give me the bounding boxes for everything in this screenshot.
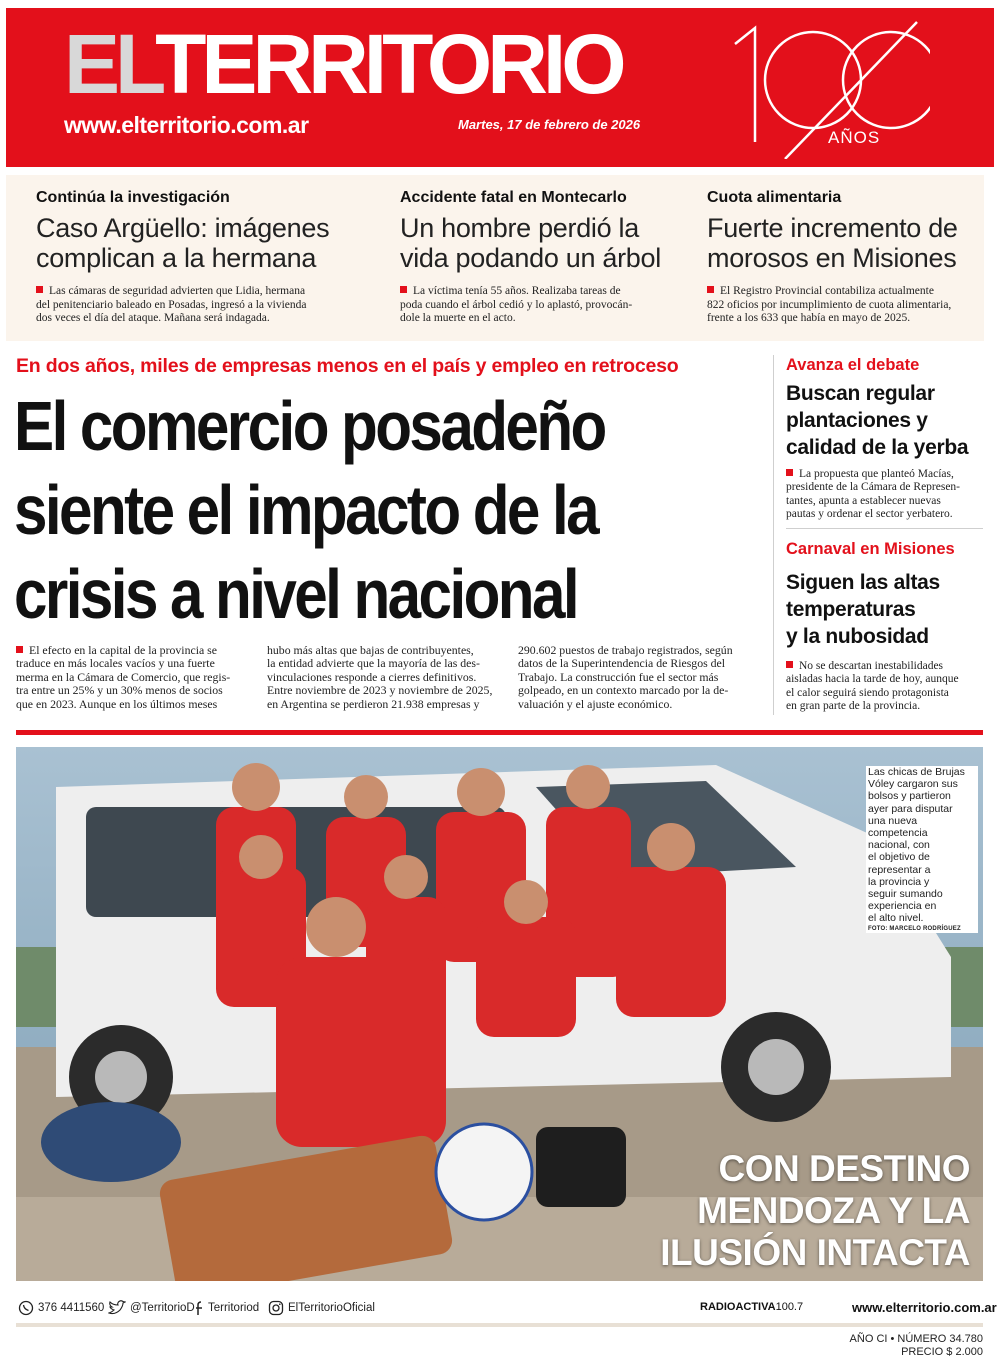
caption-line: ayer para disputar — [868, 802, 953, 815]
issue-price: PRECIO $ 2.000 — [901, 1346, 983, 1358]
caption-line: una nueva — [868, 814, 918, 827]
brief-headline-yerba[interactable] — [786, 380, 968, 461]
summary-line: aisladas hacia la tarde de hoy, aunque — [786, 673, 959, 686]
summary-line: el calor seguirá siendo protagonista — [786, 686, 949, 699]
radio-name: RADIOACTIVA — [700, 1301, 776, 1313]
brief-kicker: Avanza el debate — [786, 356, 920, 374]
teaser-accident[interactable] — [400, 189, 690, 326]
teaser-investigation[interactable] — [36, 189, 366, 326]
section-rule — [16, 730, 983, 735]
body-line: golpeado, en un contexto marcado por la de- — [518, 683, 729, 698]
teaser-headline[interactable] — [400, 213, 690, 273]
bullet-square-icon — [16, 646, 23, 653]
instagram-handle: ElTerritorioOficial — [288, 1302, 375, 1314]
body-line: Entre noviembre de 2023 y noviembre de 2025, — [267, 683, 493, 698]
summary-line: dole la muerte en el acto. — [400, 312, 516, 324]
caption-line: Vóley cargaron sus — [868, 778, 958, 791]
twitter-handle: @TerritorioD — [130, 1302, 195, 1314]
edition-number: AÑO CI • NÚMERO 34.780 — [849, 1333, 983, 1345]
teaser-kicker: Accidente fatal en Montecarlo — [400, 189, 627, 206]
headline-line: Caso Argüello: imágenes — [36, 213, 330, 243]
bullet-square-icon — [786, 661, 793, 668]
bullet-square-icon — [707, 286, 714, 293]
issue-date: Martes, 17 de febrero de 2026 — [458, 117, 641, 132]
photo-credit: FOTO: MARCELO RODRÍGUEZ — [868, 925, 961, 932]
column-divider — [773, 355, 774, 715]
body-line: datos de la Superintendencia de Riesgos del — [518, 656, 726, 671]
instagram-link[interactable] — [268, 1300, 375, 1316]
lead-headline-line: siente el impacto de la — [14, 471, 598, 549]
facebook-icon — [194, 1300, 204, 1316]
photo-headline-line: ILUSIÓN INTACTA — [660, 1232, 970, 1273]
teaser-kicker: Cuota alimentaria — [707, 189, 842, 206]
photo-headline-line: MENDOZA Y LA — [697, 1190, 970, 1231]
summary-line: La víctima tenía 55 años. Realizaba tareas de — [413, 285, 621, 297]
summary-line: presidente de la Cámara de Represen- — [786, 481, 961, 494]
summary-line: Las cámaras de seguridad advierten que Lidia, hermana — [49, 285, 306, 297]
lead-headline-line: crisis a nivel nacional — [14, 555, 578, 633]
logo-el: EL — [64, 17, 156, 111]
facebook-link[interactable] — [194, 1300, 259, 1316]
lead-headline-line: El comercio posadeño — [14, 387, 605, 465]
lead-body-column-3 — [518, 644, 756, 711]
caption-line: el alto nivel. — [868, 912, 924, 925]
bullet-square-icon — [786, 469, 793, 476]
lead-headline[interactable] — [14, 384, 663, 636]
brief-headline-line: calidad de la yerba — [786, 436, 969, 459]
summary-line: 822 oficios por incumplimiento de cuota alimentaria, — [707, 298, 952, 311]
summary-line: del penitenciario baleado en Posadas, ingresó a la vivienda — [36, 298, 307, 311]
brief-headline-line: Siguen las altas — [786, 571, 940, 594]
headline-line: morosos en Misiones — [707, 243, 957, 273]
whatsapp-icon — [18, 1300, 34, 1316]
teaser-child-support[interactable] — [707, 189, 979, 326]
lead-body-column-1 — [16, 644, 254, 711]
teaser-summary — [400, 285, 690, 326]
twitter-icon — [108, 1300, 126, 1316]
brief-divider — [786, 528, 983, 529]
caption-line: nacional, con — [868, 839, 930, 852]
lead-kicker: En dos años, miles de empresas menos en el país y empleo en retroceso — [16, 355, 679, 377]
caption-line: el objetivo de — [868, 851, 930, 864]
caption-line: experiencia en — [868, 900, 937, 913]
bullet-square-icon — [36, 286, 43, 293]
anniversary-label: AÑOS — [828, 128, 881, 147]
summary-line: El Registro Provincial contabiliza actualmente — [720, 285, 934, 297]
body-line: valuación y el ajuste económico. — [518, 696, 673, 711]
teaser-headline[interactable] — [707, 213, 979, 273]
top-teasers — [6, 175, 984, 341]
summary-line: dos veces el día del ataque. Mañana será indagada. — [36, 312, 270, 324]
radio-brand[interactable] — [700, 1301, 803, 1313]
newspaper-logo[interactable] — [64, 17, 622, 111]
footer-website[interactable]: www.elterritorio.com.ar — [852, 1300, 997, 1315]
body-line: vinculaciones responde a cierres definitivos. — [267, 669, 477, 684]
summary-line: No se descartan inestabilidades — [799, 660, 944, 672]
bullet-square-icon — [400, 286, 407, 293]
brief-summary — [786, 660, 983, 713]
edition-info — [850, 1333, 983, 1359]
headline-line: Fuerte incremento de — [707, 213, 958, 243]
brief-headline-line: Buscan regular — [786, 382, 935, 405]
summary-line: tantes, apunta a establecer nuevas — [786, 494, 941, 507]
body-line: que en 2023. Aunque en los últimos meses — [16, 696, 218, 711]
photo-headline-line: CON DESTINO — [718, 1148, 970, 1189]
caption-line: representar a — [868, 863, 931, 876]
teaser-summary — [36, 285, 366, 326]
phone-number: 376 4411560 — [38, 1302, 105, 1314]
teaser-kicker: Continúa la investigación — [36, 189, 230, 206]
body-line: traduce en más locales vacíos y una fuerte — [16, 656, 215, 671]
caption-line: competencia — [868, 827, 928, 840]
body-line: en Argentina se perdieron 21.938 empresas y — [267, 696, 480, 711]
masthead-website[interactable]: www.elterritorio.com.ar — [64, 112, 309, 138]
photo-caption — [866, 766, 978, 933]
logo-name: TERRITORIO — [155, 17, 622, 111]
brief-headline-line: temperaturas — [786, 598, 916, 621]
summary-line: frente a los 633 que había en mayo de 2025. — [707, 312, 911, 324]
summary-line: poda cuando el árbol cedió y lo aplastó, provocán- — [400, 298, 633, 311]
whatsapp-contact[interactable] — [18, 1300, 104, 1316]
facebook-handle: Territoriod — [208, 1302, 260, 1314]
body-line: El efecto en la capital de la provincia se — [29, 643, 218, 657]
headline-line: vida podando un árbol — [400, 243, 661, 273]
twitter-link[interactable] — [108, 1300, 195, 1316]
photo-headline[interactable] — [560, 1148, 970, 1274]
caption-line: seguir sumando — [868, 888, 943, 901]
teaser-headline[interactable] — [36, 213, 366, 273]
brief-kicker: Carnaval en Misiones — [786, 540, 955, 558]
body-line: 290.602 puestos de trabajo registrados, según — [518, 643, 733, 657]
summary-line: La propuesta que planteó Macías, — [799, 468, 954, 480]
summary-line: pautas y ordenar el sector yerbatero. — [786, 507, 953, 520]
summary-line: en gran parte de la provincia. — [786, 699, 921, 712]
caption-line: bolsos y partieron — [868, 790, 951, 803]
headline-line: complican a la hermana — [36, 243, 317, 273]
footer-rule — [16, 1323, 983, 1327]
caption-line: Las chicas de Brujas — [868, 766, 965, 778]
body-line: Trabajo. La construcción fue el sector más — [518, 669, 719, 684]
instagram-icon — [268, 1300, 284, 1316]
headline-line: Un hombre perdió la — [400, 213, 639, 243]
caption-line: la provincia y — [868, 875, 930, 888]
body-line: merma en la Cámara de Comercio, que regis- — [16, 669, 231, 684]
brief-headline-line: y la nubosidad — [786, 625, 929, 648]
body-line: hubo más altas que bajas de contribuyentes, — [267, 643, 474, 657]
brief-headline-line: plantaciones y — [786, 409, 928, 432]
lead-body-column-2 — [267, 644, 505, 711]
body-line: tra entre un 25% y un 30% menos de socios — [16, 683, 223, 698]
body-line: la entidad advierte que la mayoría de las des- — [267, 656, 480, 671]
radio-frequency: 100.7 — [775, 1301, 804, 1313]
brief-summary — [786, 468, 983, 521]
teaser-summary — [707, 285, 979, 326]
brief-headline-weather[interactable] — [786, 569, 940, 650]
